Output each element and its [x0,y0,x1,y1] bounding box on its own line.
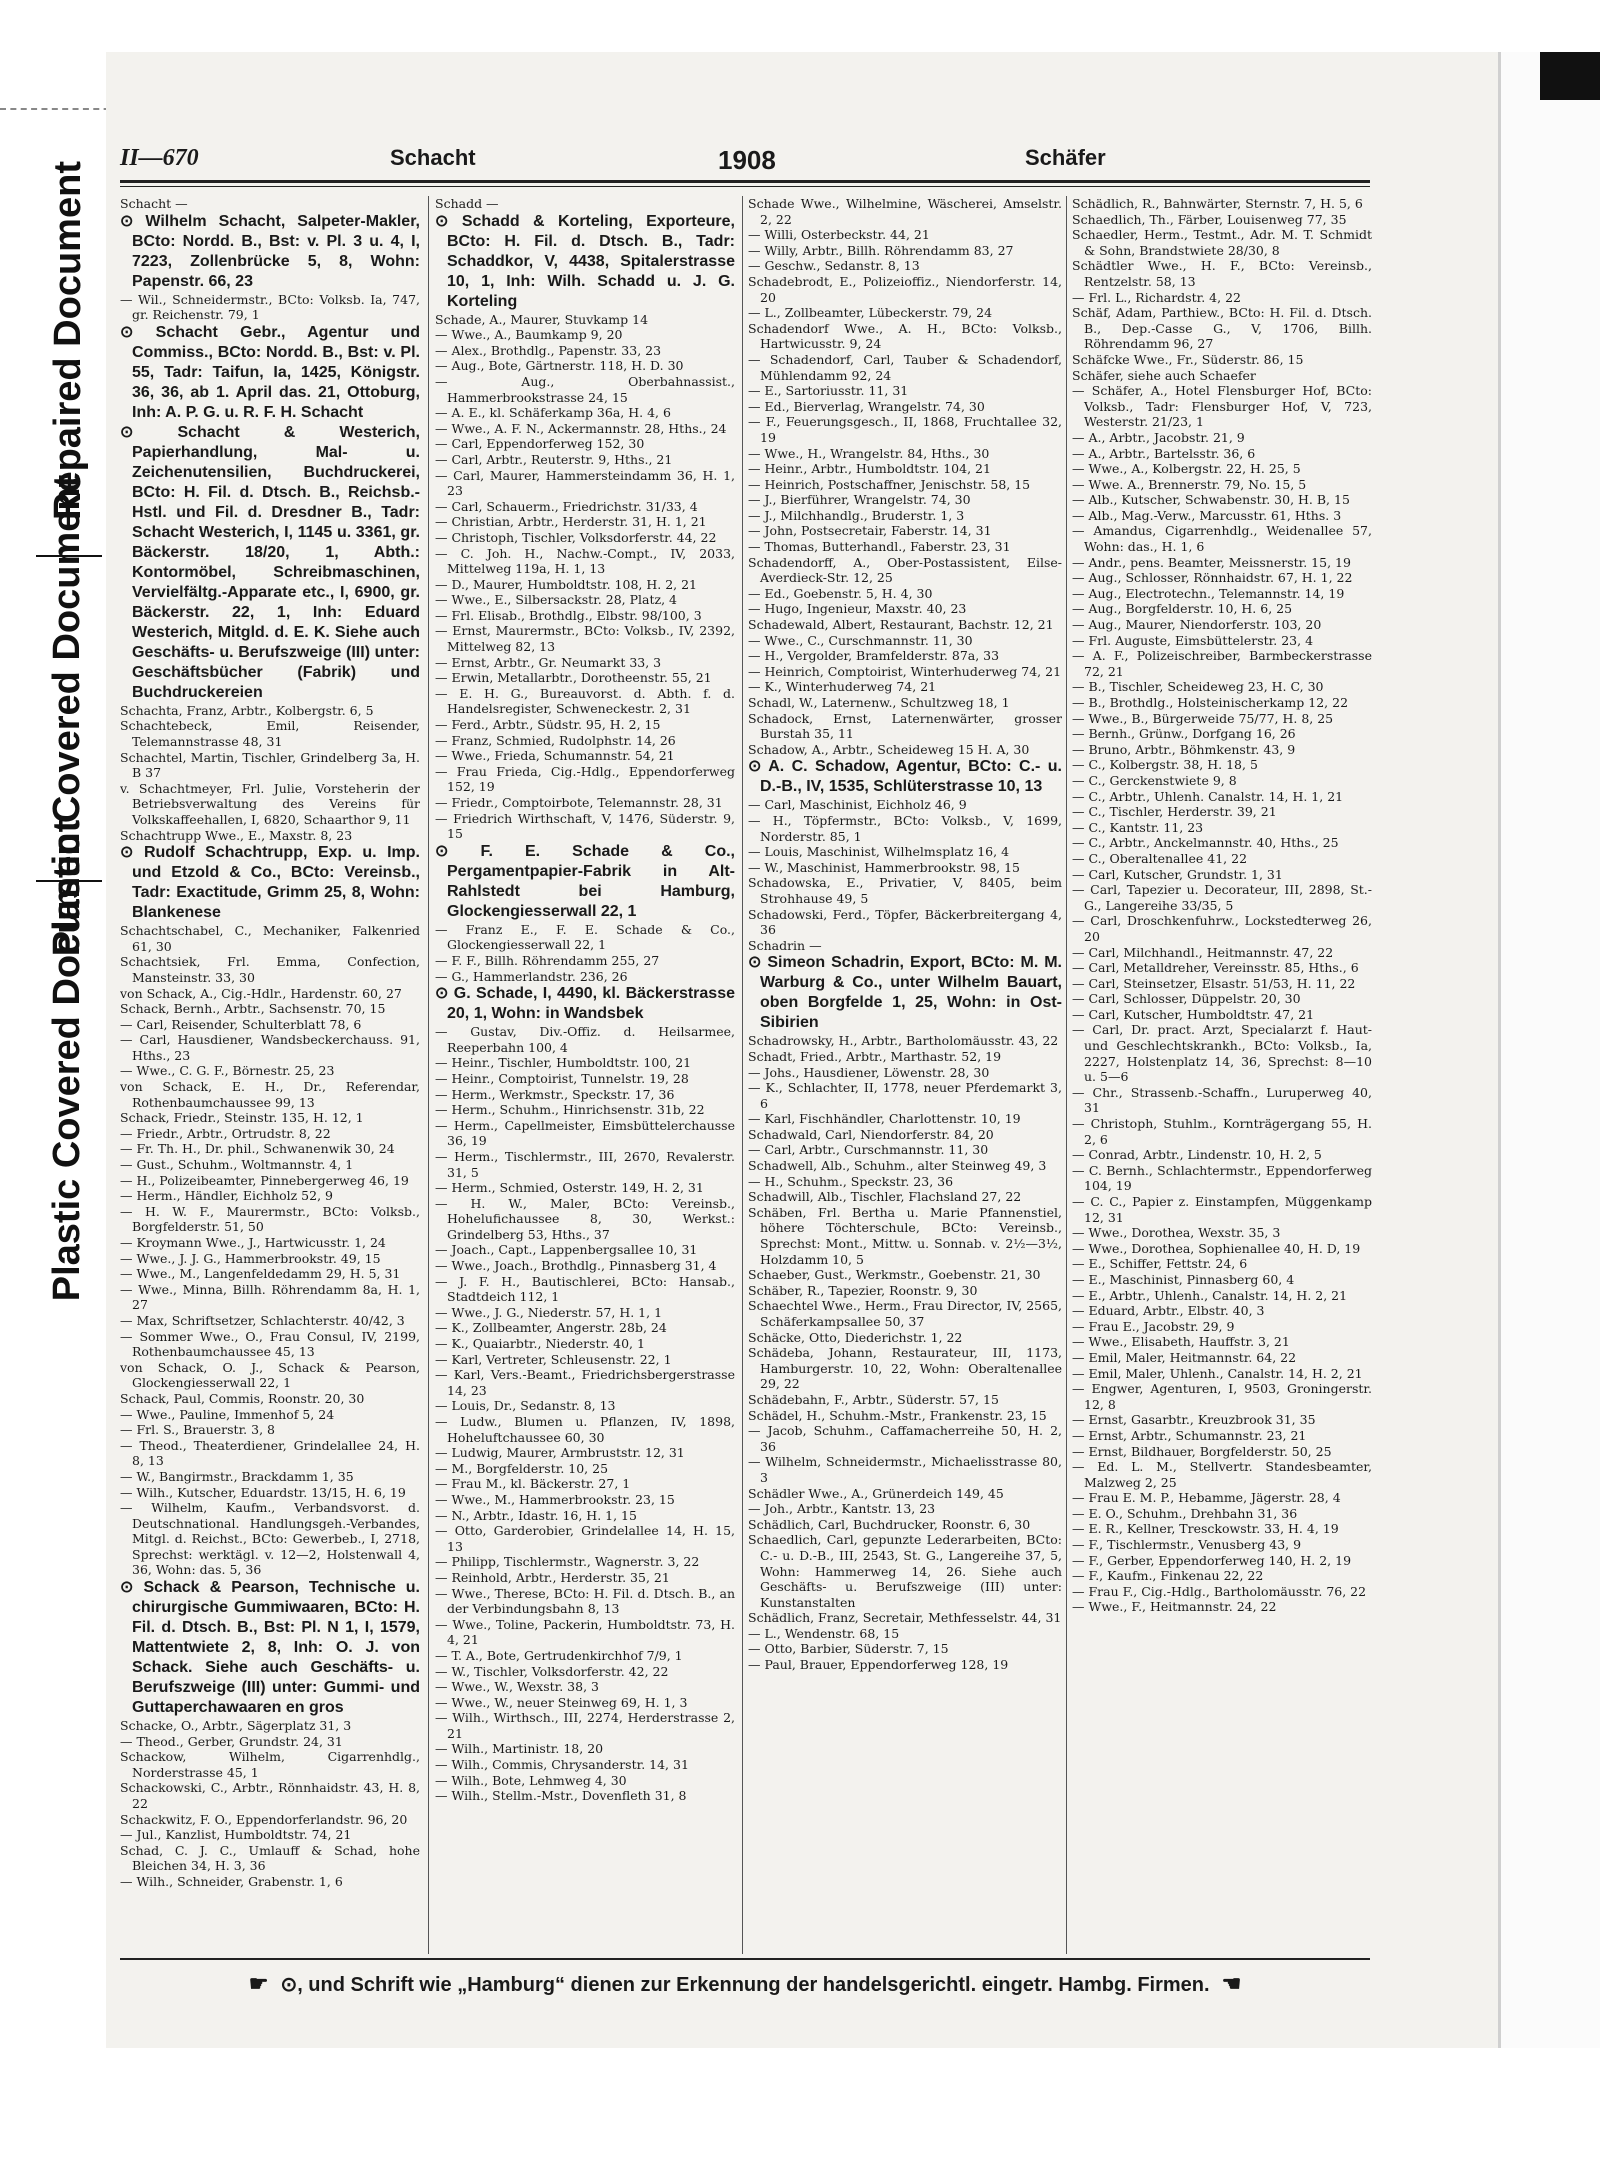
directory-entry: — Wwe., B., Bürgerweide 75/77, H. 8, 25 [1072,710,1334,726]
directory-entry: — Friedr., Arbtr., Ortrudstr. 8, 22 [120,1125,331,1141]
directory-entry: — Jacob, Schuhm., Caffamacherreihe 50, H. 2, 36 [748,1423,1062,1454]
directory-entry: — W., Bangirmstr., Brackdamm 1, 35 [120,1468,354,1484]
directory-entry: — Carl, Arbtr., Curschmannstr. 11, 30 [748,1142,989,1158]
directory-entry: — Ernst, Bildhauer, Borgfelderstr. 50, 25 [1072,1443,1332,1459]
directory-entry: — Wwe., W., Wexstr. 38, 3 [435,1679,599,1695]
directory-entry: — E. H. G., Bureauvorst. d. Abth. f. d. Handelsregister, Schweneckestr. 2, 31 [435,685,735,717]
directory-entry: — Herm., Capellmeister, Eimsbüttelerchausse 36, 19 [435,1117,735,1149]
directory-entry: Schaedler, Herm., Testmt., Adr. M. T. Schmidt & Sohn, Brandstwiete 28/30, 8 [1072,227,1372,258]
directory-entry: Schadewald, Albert, Restaurant, Bachstr. 12, 21 [748,617,1054,633]
directory-entry: — K., Zollbeamter, Angerstr. 28b, 24 [435,1320,667,1336]
directory-entry: — Philipp, Tischlermstr., Wagnerstr. 3, 22 [435,1554,700,1570]
directory-entry: — Carl, Schlosser, Düppelstr. 20, 30 [1072,991,1301,1007]
directory-entry: — Emil, Maler, Uhlenh., Canalstr. 14, H. 2, 21 [1072,1365,1363,1381]
label-plastic-1: Plastic Covered Document [46,474,89,956]
directory-entry: — T. A., Bote, Gertrudenkirchhof 7/9, 1 [435,1647,683,1663]
directory-entry: — Herm., Händler, Eichholz 52, 9 [120,1188,333,1204]
header-left-word: Schacht [390,145,476,170]
archival-labels [28,130,108,1301]
directory-entry: Schadwill, Alb., Tischler, Flachsland 27, 22 [748,1189,1022,1205]
directory-entry: — Jul., Kanzlist, Humboldtstr. 74, 21 [120,1827,352,1843]
directory-entry: — E., Maschinist, Pinnasberg 60, 4 [1072,1271,1295,1287]
directory-entry: — Frau E. M. P., Hebamme, Jägerstr. 28, 4 [1072,1490,1341,1506]
directory-entry: — Alex., Brothdlg., Papenstr. 33, 23 [435,342,662,358]
column-divider [428,196,429,1954]
directory-entry: — Joach., Capt., Lappenbergsallee 10, 31 [435,1242,698,1258]
directory-entry: Schade Wwe., Wilhelmine, Wäscherei, Amselstr. 2, 22 [748,196,1062,227]
page-header [120,145,1370,185]
directory-entry: — Wilhelm, Kaufm., Verbandsvorst. d. Deutschnational. Handlungsgeh.-Verbandes, Mitgl. d. Reichst., BCto: Gewerbeb., I, 2718, Sprechst: werktägl. v. 12—2, Holstenwall 4, 36, Wohn: das. 5, 36 [120,1500,420,1578]
directory-entry: — F., Kaufm., Finkenau 22, 22 [1072,1568,1264,1584]
directory-entry: — Wwe., J. G., Niederstr. 57, H. 1, 1 [435,1304,663,1320]
directory-entry: Schädlich, R., Bahnwärter, Sternstr. 7, H. 5, 6 [1072,196,1363,211]
directory-entry: ⊙ Simeon Schadrin, Export, BCto: M. M. Warburg & Co., unter Wilhelm Bauart, oben Borgfelde 1, 25, Wohn: in Ost-Sibirien [748,954,1062,1032]
directory-entry: — Johs., Hausdiener, Löwenstr. 28, 30 [748,1064,990,1080]
directory-entry: Schachtsiek, Frl. Emma, Confection, Mansteinstr. 33, 30 [120,954,420,985]
directory-entry: Schadwell, Alb., Schuhm., alter Steinweg 49, 3 [748,1158,1047,1174]
directory-entry: — C., Tischler, Herderstr. 39, 21 [1072,804,1277,820]
directory-entry: — Ludwig, Maurer, Armbruststr. 12, 31 [435,1445,685,1461]
directory-entry: Schaedlich, Carl, gepunzte Lederarbeiten, BCto: C.- u. D.-B., III, 2543, St. G., Langereihe 37, 5, Wohn: Hammerweg 14, 26. Siehe auch Geschäfts- u. Berufszweige (III) unter: Kunstanstalten [748,1532,1062,1610]
directory-entry: — Wwe., Joach., Brothdlg., Pinnasberg 31, 4 [435,1258,717,1274]
directory-entry: — Wwe., Elisabeth, Hauffstr. 3, 21 [1072,1334,1290,1350]
directory-entry: — A., Arbtr., Bartelsstr. 36, 6 [1072,445,1256,461]
directory-entry: — Wwe., Therese, BCto: H. Fil. d. Dtsch. B., an der Verbindungsbahn 8, 13 [435,1585,735,1617]
directory-entry: — Herm., Schuhm., Hinrichsenstr. 31b, 22 [435,1102,705,1118]
directory-entry: — M., Borgfelderstr. 10, 25 [435,1460,609,1476]
directory-entry: — Kroymann Wwe., J., Hartwicusstr. 1, 24 [120,1235,386,1250]
header-rule [120,186,1370,187]
directory-entry: — Frl. Auguste, Eimsbüttelerstr. 23, 4 [1072,632,1314,648]
directory-entry: — Reinhold, Arbtr., Herderstr. 35, 21 [435,1569,670,1585]
directory-entry: — Ed., Bierverlag, Wrangelstr. 74, 30 [748,398,985,414]
directory-entry: — John, Postsecretair, Faberstr. 14, 31 [748,523,992,539]
directory-entry: — Ernst, Maurermstr., BCto: Volksb., IV, 2392, Mittelweg 82, 13 [435,623,735,655]
directory-entry: Schadendorff, A., Ober-Postassistent, Eilse-Averdieck-Str. 12, 25 [748,554,1062,586]
directory-entry: — Ferd., Arbtr., Südstr. 95, H. 2, 15 [435,717,661,733]
directory-entry: — Karl, Vertreter, Schleusenstr. 22, 1 [435,1351,672,1367]
directory-entry: — Herm., Werkmstr., Speckstr. 17, 36 [435,1086,675,1102]
directory-entry: ⊙ Wilhelm Schacht, Salpeter-Makler, BCto: Nordd. B., Bst: v. Pl. 3 u. 4, I, 7223, Zollenbrücke 5, 8, Wohn: Papenstr. 66, 23 [120,212,420,290]
directory-entry: — Carl, Maurer, Hammersteindamm 36, H. 1, 23 [435,467,735,499]
directory-entry: Schädeba, Johann, Restaurateur, III, 1173, Hamburgerstr. 10, 22, Wohn: Oberaltenallee 29, 22 [748,1345,1062,1392]
directory-entry: — Frl. Elisab., Brothdlg., Elbstr. 98/100, 3 [435,607,702,623]
footer-rule [120,1958,1370,1960]
directory-entry: — Aug., Bote, Gärtnerstr. 118, H. D. 30 [435,358,684,374]
directory-entry: — Wwe., M., Hammerbrookstr. 23, 15 [435,1491,675,1507]
directory-entry: — Aug., Oberbahnassist., Hammerbrookstrasse 24, 15 [435,373,735,405]
header-year: 1908 [718,145,776,175]
directory-entry: — Sommer Wwe., O., Frau Consul, IV, 2199, Rothenbaumchaussee 45, 13 [120,1328,420,1360]
page-number: II—670 [120,145,199,171]
directory-entry: — J., Bierführer, Wrangelstr. 74, 30 [748,492,971,508]
directory-entry: Schadrowsky, H., Arbtr., Bartholomäusstr. 43, 22 [748,1033,1059,1049]
directory-entry: — C., Oberaltenallee 41, 22 [1072,850,1248,866]
directory-entry: — Carl, Kutscher, Grundstr. 1, 31 [1072,866,1283,882]
directory-entry: — Friedrich Wirthschaft, V, 1476, Süderstr. 9, 15 [435,810,735,842]
directory-entry: — Emil, Maler, Heitmannstr. 64, 22 [1072,1349,1297,1365]
directory-entry: Schäfer, siehe auch Schaefer [1072,367,1256,383]
column-1 [120,196,420,1954]
directory-entry: Schade, A., Maurer, Stuvkamp 14 [435,311,649,327]
directory-entry: ⊙ Schack & Pearson, Technische u. chirurgische Gummiwaaren, BCto: H. Fil. d. Dtsch. B., Bst: Pl. N 1, I, 1579, Mattentwiete 2, 8, Inh: O. J. von Schack. Siehe auch Geschäfts- u. Berufszweige (III) unter: Gummi- und Guttaperchawaaren en gros [120,1579,420,1717]
adjacent-page-edge [1498,52,1600,2048]
directory-entry: — Wwe., W., neuer Steinweg 69, H. 1, 3 [435,1694,688,1710]
directory-entry: Schäcke, Otto, Diederichstr. 1, 22 [748,1329,963,1345]
directory-entry: Schadrin — [748,937,822,953]
directory-entry: — F., Feuerungsgesch., II, 1868, Fruchtallee 32, 19 [748,414,1062,445]
directory-entry: — C., Arbtr., Uhlenh. Canalstr. 14, H. 1, 21 [1072,788,1344,804]
directory-entry: — Thomas, Butterhandl., Faberstr. 23, 31 [748,539,1011,555]
directory-entry: — Christoph, Stuhlm., Kornträgergang 55, H. 2, 6 [1072,1116,1372,1147]
directory-entry: — Wilh., Martinistr. 18, 20 [435,1741,604,1757]
directory-entry: — Hugo, Ingenieur, Maxstr. 40, 23 [748,601,967,617]
directory-entry: — Engwer, Agenturen, I, 9503, Groningerstr. 12, 8 [1072,1381,1372,1412]
directory-entry: Schacht — [120,196,188,211]
directory-entry: — C. Bernh., Schlachtermstr., Eppendorferweg 104, 19 [1072,1162,1372,1194]
directory-entry: v. Schachtmeyer, Frl. Julie, Vorsteherin der Betriebsverwaltung des Vereins für Volkskaffeehallen, I, 6820, Schaarthor 9, 11 [120,780,420,827]
directory-entry: — Frau E., Jacobstr. 29, 9 [1072,1318,1235,1334]
directory-entry: — Carl, Arbtr., Reuterstr. 9, Hths., 21 [435,451,673,467]
directory-entry: — Willy, Arbtr., Billh. Röhrendamm 83, 27 [748,242,1014,258]
directory-entry: — Wilh., Schneider, Grabenstr. 1, 6 [120,1874,343,1889]
column-4 [1072,196,1372,1954]
directory-entry: — Wwe., Dorothea, Sophienallee 40, H. D, 19 [1072,1240,1361,1256]
directory-entry: — B., Brothdlg., Holsteinischerkamp 12, 22 [1072,695,1349,710]
directory-entry: — Otto, Garderobier, Grindelallee 14, H. 15, 13 [435,1523,735,1554]
directory-entry: — Wwe., Pauline, Immenhof 5, 24 [120,1406,335,1422]
directory-entry: — Carl, Hausdiener, Wandsbeckerchauss. 91, Hths., 23 [120,1032,420,1063]
directory-entry: — Ernst, Gasarbtr., Kreuzbrook 31, 35 [1072,1412,1316,1428]
directory-entry: — Wwe., Toline, Packerin, Humboldtstr. 73, H. 4, 21 [435,1616,735,1648]
directory-entry: — Wwe., M., Langenfeldedamm 29, H. 5, 31 [120,1266,401,1282]
directory-entry: — Wwe., C., Curschmannstr. 11, 30 [748,632,973,648]
directory-entry: — Fr. Th. H., Dr. phil., Schwanenwik 30, 24 [120,1141,395,1157]
directory-entry: Schäfcke Wwe., Fr., Süderstr. 86, 15 [1072,351,1304,367]
directory-entry: Schadock, Ernst, Laternenwärter, grosser Burstah 35, 11 [748,710,1062,742]
directory-entry: Schachtrupp Wwe., E., Maxstr. 8, 23 [120,827,353,843]
directory-entry: — Gust., Schuhm., Woltmannstr. 4, 1 [120,1157,354,1173]
directory-entry: — Franz E., F. E. Schade & Co., Glockengiesserwall 22, 1 [435,921,735,953]
directory-entry: — Carl, Kutscher, Humboldtstr. 47, 21 [1072,1006,1315,1022]
directory-entry: Schäber, R., Tapezier, Roonstr. 9, 30 [748,1282,978,1298]
directory-entry: Schaedlich, Th., Färber, Louisenweg 77, 35 [1072,211,1347,227]
directory-entry: — Wwe., A. F. N., Ackermannstr. 28, Hths., 24 [435,420,727,436]
directory-entry: — Wwe., F., Heitmannstr. 24, 22 [1072,1599,1277,1615]
directory-entry: — Heinr., Arbtr., Humboldtstr. 104, 21 [748,461,991,477]
directory-entry: — L., Zollbeamter, Lübeckerstr. 79, 24 [748,305,993,321]
directory-entry: — H., Polizeibeamter, Pinnebergerweg 46, 19 [120,1172,409,1188]
directory-entry: — Karl, Fischhändler, Charlottenstr. 10, 19 [748,1111,1021,1127]
footer-text: ⊙, und Schrift wie „Hamburg“ dienen zur Erkennung der handelsgerichtl. eingetr. Hambg. Firmen. [280,1973,1210,1996]
directory-entry: — Wilh., Wirthsch., III, 2274, Herderstrasse 2, 21 [435,1710,735,1741]
directory-entry: — Max, Schriftsetzer, Schlachterstr. 40/42, 3 [120,1312,405,1328]
directory-entry: Schachta, Franz, Arbtr., Kolbergstr. 6, 5 [120,702,374,718]
directory-entry: — A. E., kl. Schäferkamp 36a, H. 4, 6 [435,405,671,421]
directory-entry: — Wwe., A., Baumkamp 9, 20 [435,327,623,343]
directory-entry: — C. C., Papier z. Einstampfen, Müggenkamp 12, 31 [1072,1194,1372,1225]
directory-entry: — Ludw., Blumen u. Pflanzen, IV, 1898, Hoheluftchaussee 60, 30 [435,1414,735,1445]
directory-entry: — Carl, Reisender, Schulterblatt 78, 6 [120,1016,362,1032]
directory-entry: — Alb., Kutscher, Schwabenstr. 30, H. B, 15 [1072,492,1350,508]
directory-entry: von Schack, A., Cig.-Hdlr., Hardenstr. 60, 27 [120,985,402,1001]
directory-entry: — A., Arbtr., Jacobstr. 21, 9 [1072,429,1245,445]
directory-entry: — Bernh., Grünw., Dorfgang 16, 26 [1072,726,1296,742]
directory-entry: — Wilh., Bote, Lehmweg 4, 30 [435,1772,627,1788]
directory-entry: — Wilh., Stellm.-Mstr., Dovenfleth 31, 8 [435,1788,687,1804]
pointing-hand-icon: ☛ [248,1971,269,1996]
directory-entry: — C., Gerckenstwiete 9, 8 [1072,772,1237,788]
label-plastic-2: Plastic Covered Document [46,819,89,1301]
directory-entry: — Aug., Schlosser, Rönnhaidstr. 67, H. 1, 22 [1072,570,1353,586]
directory-entry: — Heinrich, Comptoirist, Winterhuderweg 74, 21 [748,663,1062,679]
directory-entry: — Carl, Steinsetzer, Elsastr. 51/53, H. 11, 22 [1072,975,1356,991]
directory-entry: — Wwe., C. G. F., Börnestr. 25, 23 [120,1063,335,1079]
directory-entry: — G., Hammerlandstr. 236, 26 [435,968,628,984]
directory-entry: — E. R., Kellner, Tresckowstr. 33, H. 4, 19 [1072,1521,1339,1537]
directory-entry: — Wilh., Commis, Chrysanderstr. 14, 31 [435,1757,689,1773]
directory-entry: Schachtel, Martin, Tischler, Grindelberg 3a, H. B 37 [120,749,420,781]
directory-entry: — Theod., Theaterdiener, Grindelallee 24, H. 8, 13 [120,1437,420,1469]
directory-entry: — Heinr., Tischler, Humboldtstr. 100, 21 [435,1055,692,1071]
directory-entry: — Aug., Borgfelderstr. 10, H. 6, 25 [1072,601,1293,617]
directory-entry: — Paul, Brauer, Eppendorferweg 128, 19 [748,1657,1009,1673]
directory-entry: ⊙ A. C. Schadow, Agentur, BCto: C.- u. D.-B., IV, 1535, Schlüterstrasse 10, 13 [748,758,1062,796]
directory-entry: — Theod., Gerber, Grundstr. 24, 31 [120,1733,343,1749]
directory-entry: Schack, Paul, Commis, Roonstr. 20, 30 [120,1390,365,1406]
directory-entry: Schädlich, Carl, Buchdrucker, Roonstr. 6, 30 [748,1516,1031,1532]
directory-entry: Schadowska, E., Privatier, V, 8405, beim Strohhause 49, 5 [748,875,1062,906]
directory-entry: — Frl. S., Brauerstr. 3, 8 [120,1422,275,1438]
directory-entry: — W., Tischler, Volksdorferstr. 42, 22 [435,1663,669,1679]
directory-entry: Schadowski, Ferd., Töpfer, Bäckerbreitergang 4, 36 [748,906,1062,938]
directory-entry: — Eduard, Arbtr., Elbstr. 40, 3 [1072,1303,1265,1319]
directory-entry: — Carl, Metalldreher, Vereinsstr. 85, Hths., 6 [1072,960,1359,976]
pointing-hand-icon: ☚ [1221,1971,1242,1996]
header-right-word: Schäfer [1025,145,1106,170]
directory-entry: Schaechtel Wwe., Herm., Frau Director, IV, 2565, Schäferkampsallee 50, 37 [748,1298,1062,1329]
column-divider [1066,196,1067,1954]
directory-entry: — Ernst, Arbtr., Schumannstr. 23, 21 [1072,1427,1307,1443]
directory-entry: ⊙ Schacht & Westerich, Papierhandlung, Mal- u. Zeichenutensilien, Buchdruckerei, BCto: H. Fil. d. Dtsch. B., Reichsb.-Hstl. und Fil. d. Dresdner B., Tadr: Schacht Westerich, I, 1145 u. 3361, gr. Bäckerstr. 18/20, 1, Abth.: Kontormöbel, Schreibmaschinen, Vervielfältg.-Apparate etc., I, 6900, gr. Bäckerstr. 22, 1, Inh: Eduard Westerich, Mitgld. d. E. K. Siehe auch Geschäfts- u. Berufszweige (III) unter: Geschäftsbücher (Fabrik) und Buchdruckereien [120,423,420,701]
directory-entry: — Carl, Maschinist, Eichholz 46, 9 [748,797,967,813]
directory-entry: — H., Vergolder, Bramfelderstr. 87a, 33 [748,648,1000,664]
directory-entry: — Alb., Mag.-Verw., Marcusstr. 61, Hths. 3 [1072,507,1342,523]
directory-entry: ⊙ Rudolf Schachtrupp, Exp. u. Imp. und Etzold & Co., BCto: Vereinsb., Tadr: Exactitude, Grimm 25, 8, Wohn: Blankenese [120,844,420,922]
directory-entry: Schädebahn, F., Arbtr., Süderstr. 57, 15 [748,1391,999,1407]
directory-entry: — Carl, Dr. pract. Arzt, Specialarzt f. Haut- und Geschlechtskrankh., BCto: Volksb., Ia, 2227, Holstenplatz 14, 36, Sprechst: 8—10 u. 5—6 [1072,1022,1372,1085]
directory-entry: — Geschw., Sedanstr. 8, 13 [748,258,920,274]
directory-entry: ⊙ F. E. Schade & Co., Pergamentpapier-Fabrik in Alt-Rahlstedt bei Hamburg, Glockengiesserwall 22, 1 [435,842,735,920]
directory-entry: — E., Arbtr., Uhlenh., Canalstr. 14, H. 2, 21 [1072,1287,1348,1303]
directory-entry: — F. F., Billh. Röhrendamm 255, 27 [435,952,660,968]
directory-entry: — Herm., Tischlermstr., III, 2670, Revalerstr. 31, 5 [435,1148,735,1180]
directory-entry: Schadd — [435,196,499,211]
column-divider [742,196,743,1954]
directory-entry: — Wwe., A., Kolbergstr. 22, H. 25, 5 [1072,461,1301,477]
directory-entry: — H. W. F., Maurermstr., BCto: Volksb., Borgfelderstr. 51, 50 [120,1203,420,1235]
directory-entry: — Wwe., J. J. G., Hammerbrookstr. 49, 15 [120,1250,381,1266]
directory-entry: ⊙ Schacht Gebr., Agentur und Commiss., BCto: Nordd. B., Bst: v. Pl. 55, Tadr: Taifun, Ia, 1425, Königstr. 36, 36, ab 1. April das. 21, Ottoburg, Inh: A. P. G. u. R. F. H. Schacht [120,323,420,421]
directory-entry: Schadebrodt, E., Polizeioffiz., Niendorferstr. 14, 20 [748,273,1062,305]
directory-entry: — E. O., Schuhm., Drehbahn 31, 36 [1072,1505,1298,1521]
directory-entry: — Louis, Dr., Sedanstr. 8, 13 [435,1398,616,1414]
directory-entry: Schadl, W., Laternenw., Schultzweg 18, 1 [748,695,1010,710]
directory-entry: Schäf, Adam, Parthiew., BCto: H. Fil. d. Dtsch. B., Dep.-Casse G., V, 1706, Billh. Röhrendamm 96, 27 [1072,305,1372,352]
directory-entry: Schäben, Frl. Bertha u. Marie Pfannenstiel, höhere Töchterschule, BCto: Vereinsb., Sprechst: Mont., Mittw. u. Sonnab. v. 2½—3½, Holzdamm 10, 5 [748,1204,1062,1267]
directory-entry: Schaeber, Gust., Werkmstr., Goebenstr. 21, 30 [748,1267,1041,1283]
directory-entry: — Karl, Vers.-Beamt., Friedrichsbergerstrasse 14, 23 [435,1367,735,1398]
directory-entry: — N., Arbtr., Idastr. 16, H. 1, 15 [435,1507,637,1523]
directory-entry: Schadow, A., Arbtr., Scheideweg 15 H. A, 30 [748,741,1030,757]
directory-entry: — J. F. H., Bautischlerei, BCto: Hansab., Stadtdeich 112, 1 [435,1273,735,1305]
directory-entry: — Herm., Schmied, Osterstr. 149, H. 2, 31 [435,1180,704,1196]
directory-entry: Schackwitz, F. O., Eppendorferlandstr. 96, 20 [120,1811,408,1827]
directory-entry: — Erwin, Metallarbtr., Dorotheenstr. 55, 21 [435,670,712,686]
directory-entry: — Frau Frieda, Cig.-Hdlg., Eppendorferweg 152, 19 [435,763,735,795]
directory-entry: — Conrad, Arbtr., Lindenstr. 10, H. 2, 5 [1072,1147,1322,1163]
directory-entry: — Andr., pens. Beamter, Meissnerstr. 15, 19 [1072,554,1351,570]
directory-entry: — Schadendorf, Carl, Tauber & Schadendorf, Mühlendamm 92, 24 [748,351,1062,383]
directory-entry: — K., Quaiarbtr., Niederstr. 40, 1 [435,1336,645,1352]
directory-entry: — K., Winterhuderweg 74, 21 [748,679,937,695]
directory-entry: — Heinrich, Postschaffner, Jenischstr. 58, 15 [748,476,1031,492]
directory-entry: — W., Maschinist, Hammerbrookstr. 98, 15 [748,859,1020,875]
directory-entry: von Schack, E. H., Dr., Referendar, Rothenbaumchaussee 99, 13 [120,1079,420,1110]
directory-entry: — F., Tischlermstr., Venusberg 43, 9 [1072,1537,1302,1553]
directory-entry: — E., Schiffer, Fettstr. 24, 6 [1072,1256,1248,1272]
directory-entry: Schackow, Wilhelm, Cigarrenhdlg., Norderstrasse 45, 1 [120,1749,420,1780]
directory-entry: — C., Kolbergstr. 38, H. 18, 5 [1072,757,1258,773]
directory-entry: Schädlich, Franz, Secretair, Methfesselstr. 44, 31 [748,1610,1062,1626]
directory-entry: — Ernst, Arbtr., Gr. Neumarkt 33, 3 [435,654,662,670]
directory-entry: — D., Maurer, Humboldtstr. 108, H. 2, 21 [435,576,697,592]
directory-entry: — H., Schuhm., Speckstr. 23, 36 [748,1173,954,1189]
page-footer [120,1966,1370,2002]
directory-entry: — Ed., Goebenstr. 5, H. 4, 30 [748,585,933,601]
directory-entry: Schack, Friedr., Steinstr. 135, H. 12, 1 [120,1110,364,1126]
directory-entry: — Joh., Arbtr., Kantstr. 13, 23 [748,1501,936,1517]
directory-entry: Schackowski, C., Arbtr., Rönnhaidstr. 43, H. 8, 22 [120,1780,420,1812]
directory-entry: — C., Kantstr. 11, 23 [1072,819,1204,835]
directory-entry: — Carl, Eppendorferweg 152, 30 [435,436,645,452]
directory-entry: — Chr., Strassenb.-Schaffn., Luruperweg 40, 31 [1072,1084,1372,1116]
directory-entry: — Aug., Electrotechn., Telemannstr. 14, 19 [1072,585,1345,601]
directory-entry: Schad, C. J. C., Umlauff & Schad, hohe Bleichen 34, H. 3, 36 [120,1842,420,1874]
directory-entry: von Schack, O. J., Schack & Pearson, Glockengiesserwall 22, 1 [120,1359,420,1391]
directory-entry: — Carl, Droschkenfuhrw., Lockstedterweg 26, 20 [1072,913,1372,944]
directory-entry: — Wwe., E., Silbersackstr. 28, Platz, 4 [435,592,677,608]
directory-entry: — H., Töpfermstr., BCto: Volksb., V, 1699, Norderstr. 85, 1 [748,812,1062,844]
directory-entry: — Bruno, Arbtr., Böhmkenstr. 43, 9 [1072,741,1296,757]
directory-entry: — Christoph, Tischler, Volksdorferstr. 44, 22 [435,529,717,545]
directory-entry: — H. W., Maler, BCto: Vereinsb., Hohelufichaussee 8, 30, Werkst.: Grindelberg 53, Hths., 37 [435,1195,735,1242]
directory-entry: ⊙ G. Schade, I, 4490, kl. Bäckerstrasse 20, 1, Wohn: in Wandsbek [435,985,735,1023]
directory-entry: ⊙ Schadd & Korteling, Exporteure, BCto: H. Fil. d. Dtsch. B., Tadr: Schaddkor, V, 4438, Spitalerstrasse 10, 1, Inh: Wilh. Schadd u. J. G. Korteling [435,212,735,310]
directory-entry: — L., Wendenstr. 68, 15 [748,1625,900,1641]
directory-entry: — A. F., Polizeischreiber, Barmbeckerstrasse 72, 21 [1072,648,1372,679]
directory-entry: — J., Milchhandlg., Bruderstr. 1, 3 [748,507,965,523]
directory-entry: — C. Joh. H., Nachw.-Compt., IV, 2033, Mittelweg 119a, H. 1, 13 [435,545,735,577]
scan-edge [1540,52,1600,100]
directory-entry: — Wwe. A., Brennerstr. 79, No. 15, 5 [1072,476,1307,492]
directory-entry: — E., Sartoriusstr. 11, 31 [748,383,909,399]
directory-entry: — Heinr., Comptoirist, Tunnelstr. 19, 28 [435,1070,689,1086]
directory-entry: — F., Gerber, Eppendorferweg 140, H. 2, 19 [1072,1552,1352,1568]
directory-entry: — C., Arbtr., Anckelmannstr. 40, Hths., 25 [1072,835,1339,851]
directory-entry: — Wwe., Minna, Billh. Röhrendamm 8a, H. 1, 27 [120,1281,420,1313]
directory-entry: — Ed. L. M., Stellvertr. Standesbeamter, Malzweg 2, 25 [1072,1459,1372,1490]
directory-entry: — Wil., Schneidermstr., BCto: Volksb. Ia, 747, gr. Reichenstr. 79, 1 [120,291,420,323]
directory-entry: — K., Schlachter, II, 1778, neuer Pferdemarkt 3, 6 [748,1080,1062,1111]
directory-entry: — Otto, Barbier, Süderstr. 7, 15 [748,1641,949,1657]
directory-entry: — B., Tischler, Scheideweg 23, H. C, 30 [1072,679,1324,695]
directory-entry: — Wilhelm, Schneidermstr., Michaelisstrasse 80, 3 [748,1454,1062,1485]
directory-entry: — Wwe., Frieda, Schumannstr. 54, 21 [435,748,675,764]
header-rule [120,180,1370,183]
cut-guide [0,108,120,110]
directory-entry: — Carl, Milchhandl., Heitmannstr. 47, 22 [1072,944,1334,960]
directory-entry: — Carl, Schauerm., Friedrichstr. 31/33, 4 [435,498,698,514]
directory-entry: — Carl, Tapezier u. Decorateur, III, 2898, St.-G., Langereihe 33/35, 5 [1072,882,1372,913]
column-3 [748,196,1062,1954]
directory-entry: — Christian, Arbtr., Herderstr. 31, H. 1, 21 [435,514,707,530]
directory-entry: Schack, Bernh., Arbtr., Sachsenstr. 70, 15 [120,1001,386,1017]
directory-entry: — Amandus, Cigarrenhdlg., Weidenallee 57, Wohn: das., H. 1, 6 [1072,523,1372,555]
directory-entry: — Willi, Osterbeckstr. 44, 21 [748,227,930,243]
directory-entry: Schädtler Wwe., H. F., BCto: Vereinsb., Rentzelstr. 58, 13 [1072,258,1372,289]
directory-entry: Schachtebeck, Emil, Reisender, Telemannstrasse 48, 31 [120,718,420,749]
directory-entry: — Louis, Maschinist, Wilhelmsplatz 16, 4 [748,844,1010,860]
directory-entry: Schacke, O., Arbtr., Sägerplatz 31, 3 [120,1718,352,1734]
directory-entry: Schadt, Fried., Arbtr., Marthastr. 52, 19 [748,1048,1002,1064]
directory-entry: — Friedr., Comptoirbote, Telemannstr. 28, 31 [435,795,723,810]
directory-entry: Schadendorf Wwe., A. H., BCto: Volksb., Hartwicusstr. 9, 24 [748,320,1062,352]
directory-entry: — Schäfer, A., Hotel Flensburger Hof, BCto: Volksb., Tadr: Flensburger Hof, V, 723, Westerstr. 21/23, 1 [1072,383,1372,430]
directory-entry: — Wwe., Dorothea, Wexstr. 35, 3 [1072,1225,1281,1241]
directory-entry: Schachtschabel, C., Mechaniker, Falkenried 61, 30 [120,923,420,954]
directory-entry: — Wilh., Kutscher, Eduardstr. 13/15, H. 6, 19 [120,1484,406,1500]
directory-entry: Schädler Wwe., A., Grünerdeich 149, 45 [748,1485,1004,1501]
directory-entry: — Frl. L., Richardstr. 4, 22 [1072,289,1241,305]
directory-entry: Schadwald, Carl, Niendorferstr. 84, 20 [748,1126,994,1142]
label-repaired: Repaired Document [46,160,89,520]
directory-entry: — Wwe., H., Wrangelstr. 84, Hths., 30 [748,445,990,461]
directory-entry: — Frau M., kl. Bäckerstr. 27, 1 [435,1476,631,1492]
directory-entry: Schädel, H., Schuhm.-Mstr., Frankenstr. 23, 15 [748,1407,1047,1423]
directory-entry: — Aug., Maurer, Niendorferstr. 103, 20 [1072,617,1322,633]
directory-entry: — Frau F., Cig.-Hdlg., Bartholomäusstr. 76, 22 [1072,1583,1367,1599]
directory-entry: — Franz, Schmied, Rudolphstr. 14, 26 [435,732,676,748]
column-2 [435,196,735,1954]
directory-entry: — Gustav, Div.-Offiz. d. Heilsarmee, Reeperbahn 100, 4 [435,1024,735,1055]
